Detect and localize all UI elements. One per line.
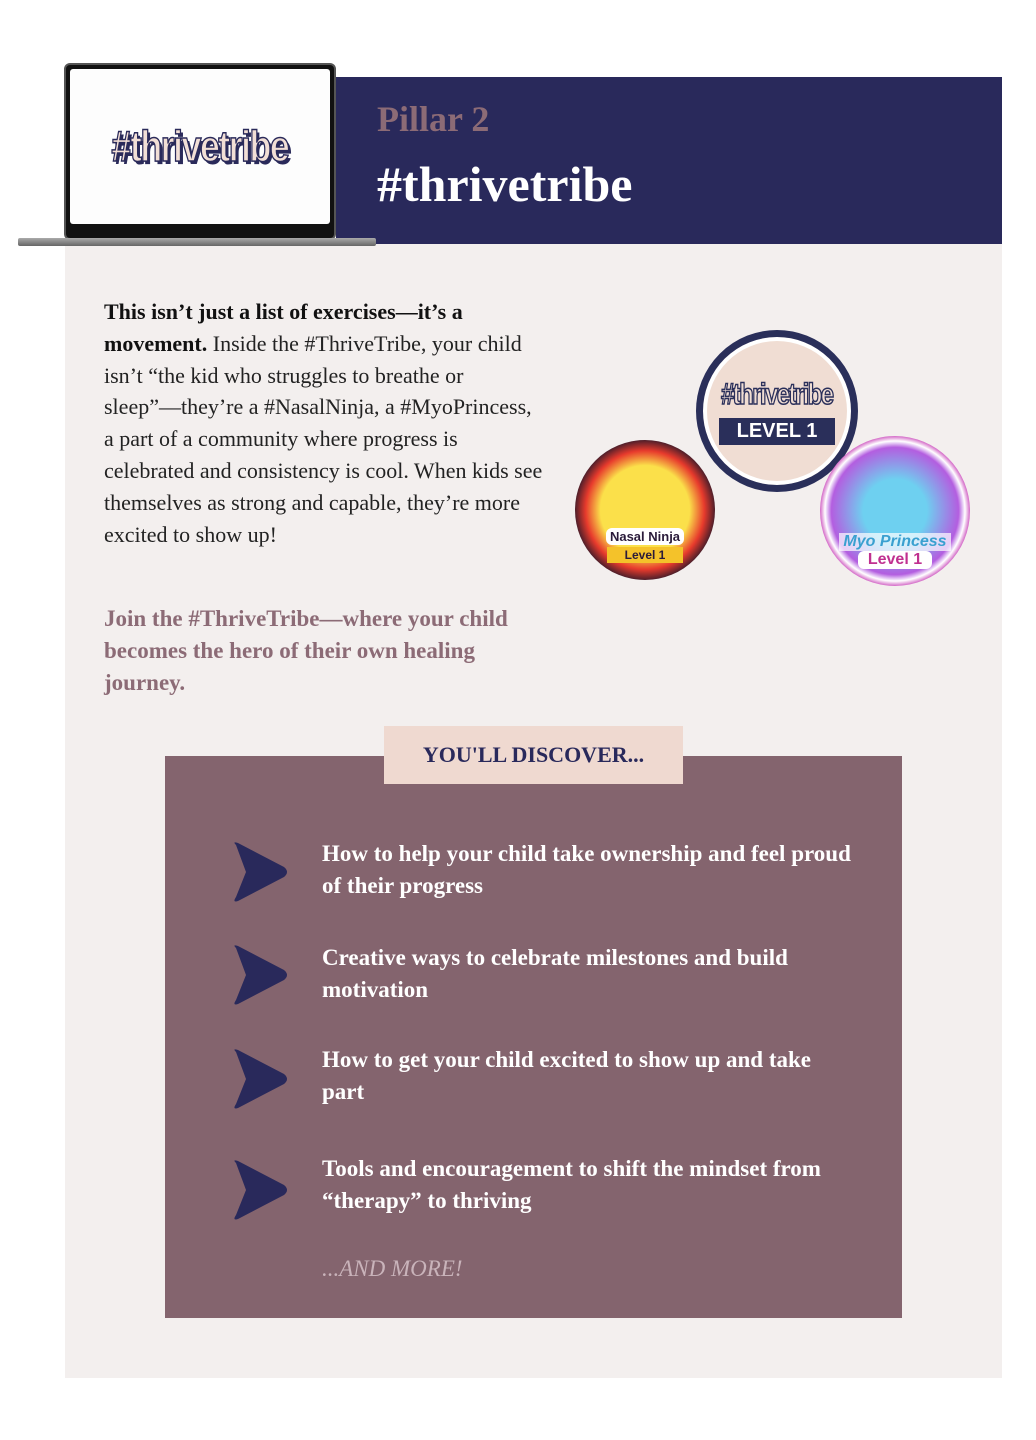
discover-heading: YOU'LL DISCOVER... [384, 726, 683, 784]
badge-title: Nasal Ninja [606, 528, 684, 545]
discover-item: How to get your child excited to show up and take part [322, 1047, 811, 1104]
intro-paragraph [104, 296, 544, 550]
intro-bold: This isn’t just a list of exercises—it’s a movement. [104, 299, 463, 356]
discover-item: Tools and encouragement to shift the mindset from “therapy” to thriving [322, 1156, 821, 1213]
arrow-icon [230, 1048, 288, 1110]
laptop-base [18, 238, 376, 246]
discover-item: How to help your child take ownership and feel proud of their progress [322, 841, 851, 898]
cta-text: Join the #ThriveTribe—where your child becomes the hero of their own healing journey. [104, 606, 508, 695]
arrow-icon [230, 944, 288, 1006]
nasal-ninja-badge [575, 440, 715, 580]
badge-level: Level 1 [607, 547, 684, 563]
arrow-icon [230, 1159, 288, 1221]
badge-title: Myo Princess [839, 533, 950, 551]
laptop-image [64, 63, 336, 240]
and-more-text: ...AND MORE! [322, 1256, 463, 1281]
intro-body: Inside the #ThriveTribe, your child isn’t “the kid who struggles to breathe or sleep”—they’re a #NasalNinja, a #MyoPrincess, a part of a community where progress is celebrated and consistency is cool. When kids see themselves as strong and capable, they’re more excited to show up! [104, 330, 543, 547]
page-title: #thrivetribe [377, 156, 633, 212]
pillar-label: Pillar 2 [377, 99, 490, 139]
badge-level: LEVEL 1 [719, 418, 836, 445]
discover-item: Creative ways to celebrate milestones and build motivation [322, 945, 788, 1002]
badge-title: #thrivetribe [721, 377, 833, 411]
thrivetribe-logo: #thrivetribe [111, 121, 289, 171]
myo-princess-badge [820, 436, 970, 586]
badge-level: Level 1 [858, 551, 932, 569]
arrow-icon [230, 841, 288, 903]
